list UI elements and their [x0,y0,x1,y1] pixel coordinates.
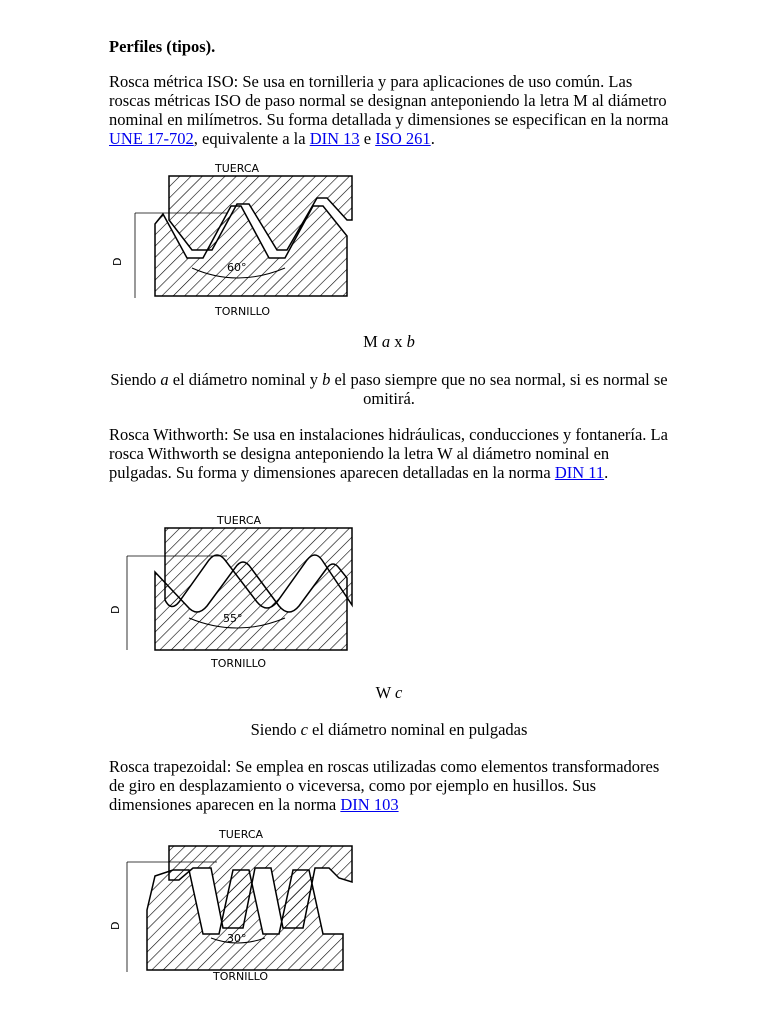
une-17-702-link[interactable]: UNE 17-702 [109,129,194,148]
whitworth-paragraph [109,425,669,482]
iso-text-3: e [359,129,376,148]
trapezoidal-paragraph [109,757,669,814]
din-11-link[interactable]: DIN 11 [554,463,605,482]
page-heading: Perfiles (tipos). [109,37,216,56]
whitworth-text-2: . [604,463,609,482]
iso-diameter-label: D [111,257,124,266]
iso-paragraph [109,72,669,148]
din-13-link[interactable]: DIN 13 [309,129,360,148]
whitworth-text-1: Rosca Withworth: Se usa en instalaciones hidráulicas, conducciones y fontanería. La rosca Withworth se designa anteponiendo la letra W al diámetro nominal en pulgadas. Su forma y dimensiones aparecen detalladas en la norma [109,425,668,482]
whitworth-diameter-label: D [109,605,122,614]
trapezoidal-diameter-label: D [109,921,122,930]
whitworth-bolt-label: TORNILLO [211,657,267,670]
whitworth-formula: W c [375,683,403,702]
trapezoidal-bolt [147,870,343,970]
trapezoidal-bolt-label: TORNILLO [213,970,269,983]
din-103-link[interactable]: DIN 103 [340,795,399,814]
whitworth-note: Siendo c el diámetro nominal en pulgadas [250,720,528,739]
iso-thread-figure [107,158,357,320]
whitworth-nut-label: TUERCA [217,514,262,527]
iso-text-1: Rosca métrica ISO: Se usa en tornilleria y para aplicaciones de uso común. Las roscas métricas ISO de paso normal se designan anteponiendo la letra M al diámetro nominal en milímetros. Su forma detallada y dimensiones se especifican en la norma [109,72,669,129]
iso-261-link[interactable]: ISO 261 [375,129,431,148]
trapezoidal-nut-label: TUERCA [219,828,264,841]
trapezoidal-text-1: Rosca trapezoidal: Se emplea en roscas utilizadas como elementos transformadores de giro en desplazamiento o viceversa, como por ejemplo en husillos. Sus dimensiones aparecen en la norma [109,757,660,814]
whitworth-angle-label: 55° [223,612,243,625]
iso-angle-label: 60° [227,261,247,274]
iso-note: Siendo a el diámetro nominal y b el paso siempre que no sea normal, si es normal se omitirá. [110,370,668,408]
iso-text-2: , equivalente a la [193,129,310,148]
iso-nut-label: TUERCA [215,162,260,175]
iso-bolt-label: TORNILLO [215,305,271,318]
whitworth-thread-figure [107,510,357,672]
iso-formula: M a x b [363,332,415,351]
trapezoidal-thread-figure [107,822,357,984]
iso-text-4: . [430,129,435,148]
trapezoidal-angle-label: 30° [227,932,247,945]
